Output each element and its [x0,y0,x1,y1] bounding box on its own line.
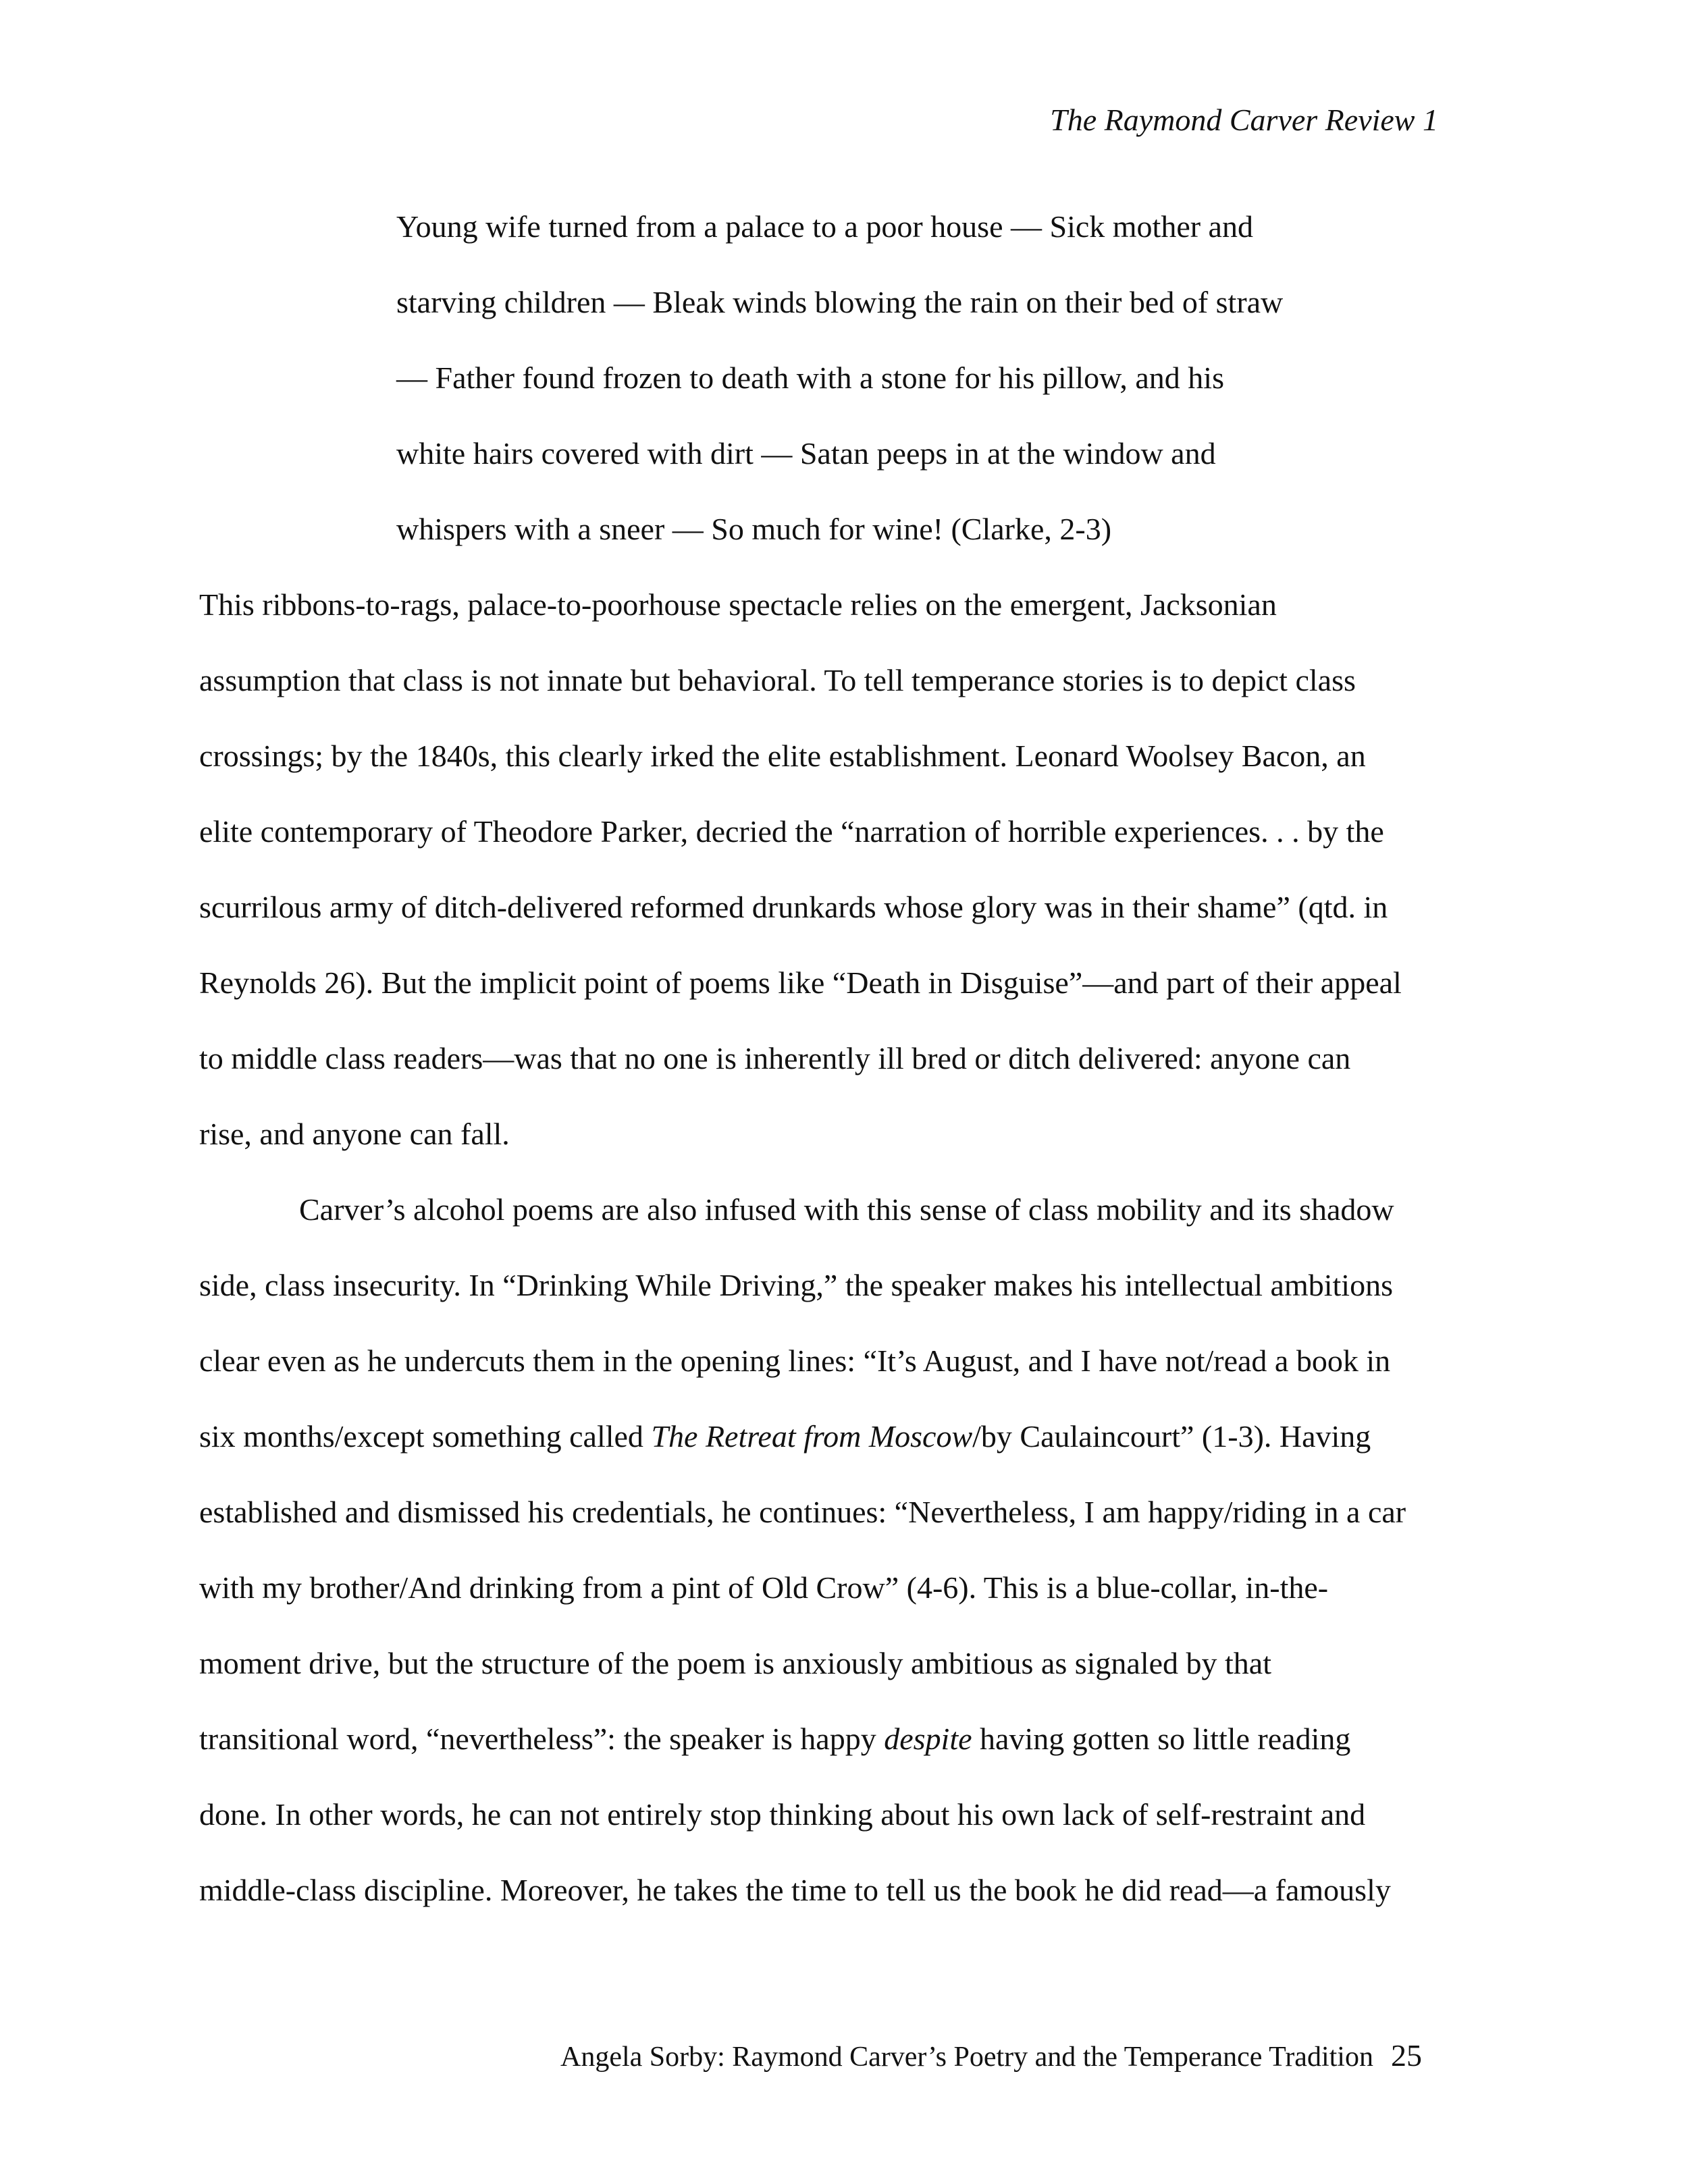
paragraph-line: moment drive, but the structure of the poem is anxiously ambitious as signaled by that [199,1646,1271,1680]
quote-line: white hairs covered with dirt — Satan peeps in at the window and [396,436,1216,471]
paragraph-2 [199,1172,1406,1928]
paragraph-line: scurrilous army of ditch-delivered reformed drunkards whose glory was in their shame” (qtd. in [199,890,1388,924]
footer-citation: Angela Sorby: Raymond Carver’s Poetry and the Temperance Tradition [560,2042,1373,2073]
paragraph-line: with my brother/And drinking from a pint of Old Crow” (4-6). This is a blue-collar, in-the- [199,1570,1329,1605]
paragraph-line: to middle class readers—was that no one is inherently ill bred or ditch delivered: anyone can [199,1041,1351,1075]
emphasis: despite [884,1722,972,1756]
page-footer [560,2032,1422,2081]
paragraph-line: clear even as he undercuts them in the opening lines: “It’s August, and I have not/read a book in [199,1343,1391,1378]
paragraph-line: done. In other words, he can not entirely stop thinking about his own lack of self-restraint and [199,1797,1366,1832]
quote-line: — Father found frozen to death with a stone for his pillow, and his [396,361,1224,395]
paragraph-line [199,1701,1406,1777]
paragraph-line: elite contemporary of Theodore Parker, decried the “narration of horrible experiences. . . by the [199,814,1384,849]
paragraph-line: side, class insecurity. In “Drinking While Driving,” the speaker makes his intellectual ambitions [199,1268,1393,1302]
line-text: six months/except something called [199,1419,652,1454]
quote-line: Young wife turned from a palace to a poor house — Sick mother and [396,209,1253,244]
line-text: /by Caulaincourt” (1-3). Having [972,1419,1371,1454]
paragraph-line: rise, and anyone can fall. [199,1117,510,1151]
paragraph-line: middle-class discipline. Moreover, he takes the time to tell us the book he did read—a famously [199,1873,1391,1907]
paragraph-line: Carver’s alcohol poems are also infused with this sense of class mobility and its shadow [299,1192,1394,1227]
paragraph-line: crossings; by the 1840s, this clearly irked the elite establishment. Leonard Woolsey Bacon, an [199,739,1366,773]
line-text: transitional word, “nevertheless”: the speaker is happy [199,1722,885,1756]
paragraph-line [199,1399,1406,1474]
body-text [199,567,1406,1928]
quote-line: starving children — Bleak winds blowing the rain on their bed of straw [396,285,1284,319]
paragraph-line: This ribbons-to-rags, palace-to-poorhouse spectacle relies on the emergent, Jacksonian [199,587,1277,622]
book-title: The Retreat from Moscow [651,1419,973,1454]
paragraph-line: Reynolds 26). But the implicit point of poems like “Death in Disguise”—and part of their appeal [199,965,1402,1000]
quote-line: whispers with a sneer — So much for wine! (Clarke, 2-3) [396,512,1112,546]
paragraph-line: assumption that class is not innate but behavioral. To tell temperance stories is to depict class [199,663,1356,697]
block-quote [396,189,1283,567]
running-head: The Raymond Carver Review 1 [1050,103,1438,137]
paragraph-1 [199,567,1406,1172]
page-number: 25 [1390,2038,1422,2073]
line-text: having gotten so little reading [972,1722,1351,1756]
paragraph-line: established and dismissed his credentials, he continues: “Nevertheless, I am happy/riding in a car [199,1495,1406,1529]
